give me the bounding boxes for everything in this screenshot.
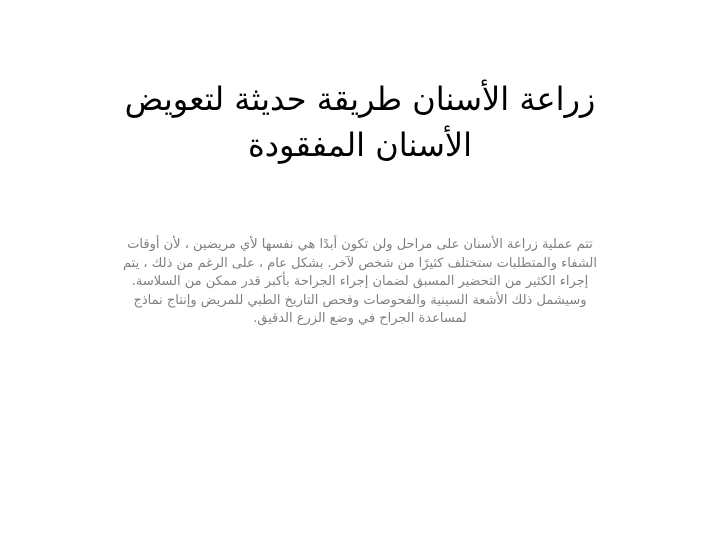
slide-body-line: إجراء الكثير من التحضير المسبق لضمان إجراء الجراحة بأكبر قدر ممكن من السلاسة.	[131, 274, 589, 289]
slide-body-line: لمساعدة الجراح في وضع الزرع الدقيق.	[253, 311, 467, 326]
slide-title-line: زراعة الأسنان طريقة حديثة لتعويض	[124, 80, 596, 118]
slide-body-line: الشفاء والمتطلبات ستختلف كثيرًا من شخص لآخر. بشكل عام ، على الرغم من ذلك ، يتم	[123, 255, 597, 271]
slide-body-text	[82, 236, 638, 346]
slide-title-line: الأسنان المفقودة	[247, 126, 473, 164]
slide-body-line: تتم عملية زراعة الأسنان على مراحل ولن تكون أبدًا هي نفسها لأي مريضين ، لأن أوقات	[127, 237, 593, 252]
slide-title	[60, 76, 660, 176]
slide-body-line: وسيشمل ذلك الأشعة السينية والفحوصات وفحص التاريخ الطبي للمريض وإنتاج نماذج	[133, 292, 587, 308]
